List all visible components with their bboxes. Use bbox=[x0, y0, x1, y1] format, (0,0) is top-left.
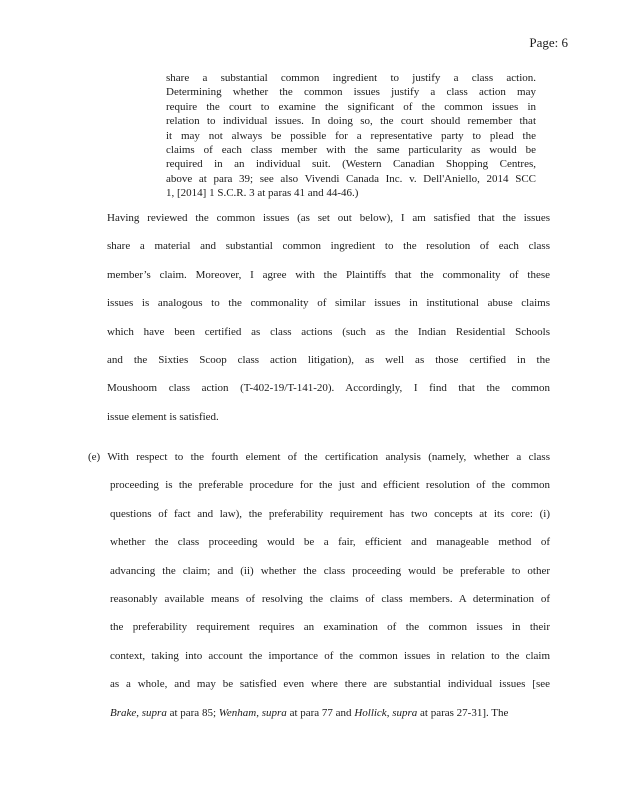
text-line bbox=[110, 699, 550, 727]
text-line: 1, [2014] 1 S.C.R. 3 at paras 41 and 44-46.) bbox=[166, 187, 359, 200]
text-line: issues is analogous to the commonality of similar issues in institutional abuse claims bbox=[107, 297, 550, 310]
page-number-label: Page: 6 bbox=[529, 35, 568, 50]
text-line: it may not always be possible for a representative party to plead the bbox=[166, 129, 536, 142]
text-line: Having reviewed the common issues (as set out below), I am satisfied that the issues bbox=[107, 212, 550, 224]
text-line: member’s claim. Moreover, I agree with the Plaintiffs that the commonality of these bbox=[107, 268, 550, 281]
text-segment: , bbox=[386, 706, 393, 719]
block-quote-common-issues bbox=[166, 71, 536, 201]
paragraph-e-preferability bbox=[88, 443, 550, 727]
paragraph-common-issues-finding bbox=[107, 204, 550, 431]
text-line: and the Sixties Scoop class action litigation), as well as those certified in the bbox=[107, 354, 550, 367]
text-line: context, taking into account the importance of the common issues in relation to the claim bbox=[110, 649, 550, 662]
citation-case-name: Hollick bbox=[354, 706, 387, 719]
text-line: proceeding is the preferable procedure for the just and efficient resolution of the common bbox=[110, 479, 550, 492]
text-line: required in an individual suit. (Western Canadian Shopping Centres, bbox=[166, 158, 536, 171]
text-line: as a whole, and may be satisfied even where there are substantial individual issues [see bbox=[110, 678, 550, 691]
citation-case-name: Wenham bbox=[218, 706, 257, 719]
text-segment: at para 77 and bbox=[286, 706, 355, 719]
text-line: relation to individual issues. In doing so, the court should remember that bbox=[166, 115, 536, 128]
text-line: share a material and substantial common ingredient to the resolution of each class bbox=[107, 240, 550, 253]
text-line: whether the class proceeding would be a fair, efficient and manageable method of bbox=[110, 536, 550, 549]
text-line: Determining whether the common issues justify a class action may bbox=[166, 86, 536, 99]
text-line: claims of each class member with the same particularity as would be bbox=[166, 144, 536, 157]
citation-case-name: supra bbox=[141, 706, 167, 719]
text-line: questions of fact and law), the preferability requirement has two concepts at its core: (i) bbox=[110, 507, 550, 520]
text-line: issue element is satisfied. bbox=[107, 410, 219, 423]
text-segment: at paras 27-31]. The bbox=[417, 706, 509, 719]
citation-case-name: Brake bbox=[110, 706, 137, 719]
text-line: require the court to examine the significant of the common issues in bbox=[166, 100, 536, 113]
text-line: (e) With respect to the fourth element of the certification analysis (namely, whether a class bbox=[88, 451, 550, 463]
text-line: Moushoom class action (T-402-19/T-141-20). Accordingly, I find that the common bbox=[107, 382, 550, 395]
citation-case-name: supra bbox=[261, 706, 287, 719]
text-segment: , bbox=[136, 706, 142, 719]
text-line: advancing the claim; and (ii) whether the class proceeding would be preferable to other bbox=[110, 564, 550, 577]
text-line: share a substantial common ingredient to justify a class action. bbox=[166, 72, 536, 84]
text-line: reasonably available means of resolving the claims of class members. A determination of bbox=[110, 593, 550, 606]
text-segment: at para 85; bbox=[166, 706, 219, 719]
text-line: the preferability requirement requires an examination of the common issues in their bbox=[110, 621, 550, 634]
text-segment: , bbox=[256, 706, 262, 719]
text-line: which have been certified as class actions (such as the Indian Residential Schools bbox=[107, 325, 550, 338]
citation-case-name: supra bbox=[392, 706, 418, 719]
text-line: above at para 39; see also Vivendi Canada Inc. v. Dell'Aniello, 2014 SCC bbox=[166, 172, 536, 185]
